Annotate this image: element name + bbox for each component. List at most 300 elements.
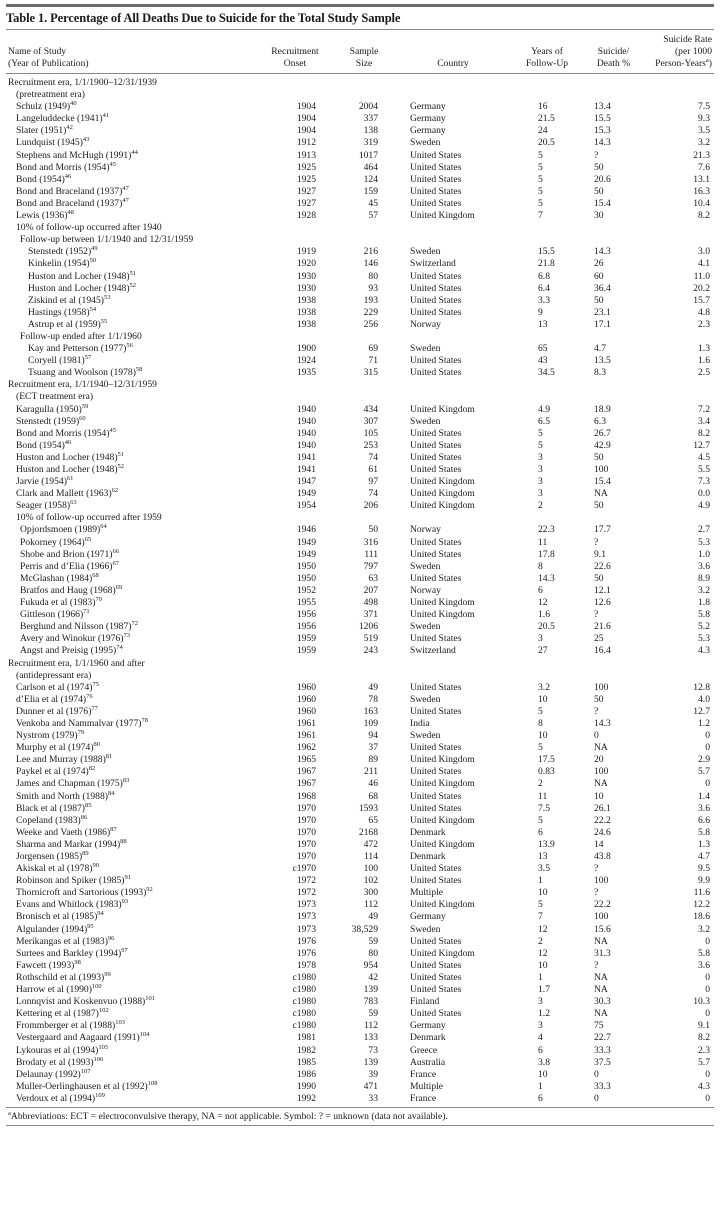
table-row — [6, 609, 714, 621]
group-label: (pretreatment era) — [16, 89, 85, 101]
sample-size-cell: 253 — [363, 439, 378, 451]
study-name-cell — [6, 113, 258, 125]
suicide-death-pct-cell: 21.6 — [594, 621, 611, 633]
suicide-death-pct-cell: 33.3 — [594, 1080, 611, 1092]
suicide-rate-cell: 12.7 — [693, 439, 710, 451]
recruitment-onset-cell: 1928 — [296, 210, 316, 222]
study-name: Gittleson (1966) — [20, 609, 84, 621]
table-group-header — [6, 512, 714, 524]
recruitment-onset-cell: 1992 — [296, 1092, 316, 1104]
suicide-rate-cell: 0 — [705, 935, 710, 947]
study-name-cell — [6, 210, 258, 222]
years-follow-up-cell: 43 — [538, 355, 548, 367]
study-name: Fukuda et al (1983) — [20, 597, 96, 609]
group-label: Follow-up ended after 1/1/1960 — [20, 330, 142, 342]
study-name: Merikangas et al (1983) — [16, 935, 108, 947]
study-name: Kinkelin (1954) — [28, 258, 90, 270]
table-group-header — [6, 234, 714, 246]
country-cell: United States — [410, 705, 462, 717]
study-name: James and Chapman (1975) — [16, 778, 123, 790]
suicide-rate-cell: 15.7 — [693, 294, 710, 306]
recruitment-onset-cell: 1967 — [296, 778, 316, 790]
study-name: Langeluddecke (1941) — [16, 113, 103, 125]
years-follow-up-cell: 11 — [538, 790, 548, 802]
table-row — [6, 911, 714, 923]
suicide-death-pct-cell: 0 — [594, 1068, 599, 1080]
suicide-death-pct-cell: 24.6 — [594, 826, 611, 838]
suicide-death-pct-cell: 15.5 — [594, 113, 611, 125]
sample-size-cell: 80 — [368, 947, 378, 959]
study-name: Bratfos and Haug (1968) — [20, 584, 116, 596]
suicide-rate-cell: 6.6 — [698, 814, 710, 826]
suicide-rate-cell: 2.7 — [698, 524, 710, 536]
study-name: Slater (1951) — [16, 125, 67, 137]
reference-number: 87 — [110, 825, 117, 833]
suicide-death-pct-cell: 14.3 — [594, 246, 611, 258]
years-follow-up-cell: 2 — [538, 500, 543, 512]
study-name-cell — [6, 428, 258, 440]
recruitment-onset-cell: 1970 — [296, 814, 316, 826]
table-row — [6, 561, 714, 573]
suicide-rate-cell: 7.3 — [698, 476, 710, 488]
years-follow-up-cell: 20.5 — [538, 621, 555, 633]
sample-size-cell: 472 — [363, 838, 378, 850]
years-follow-up-cell: 11 — [538, 536, 548, 548]
reference-number: 57 — [84, 354, 92, 362]
suicide-death-pct-cell: 8.3 — [594, 367, 606, 379]
table-row — [6, 137, 714, 149]
table-row — [6, 1069, 714, 1081]
footnote-marker: a — [8, 1109, 11, 1117]
years-follow-up-cell: 3.3 — [538, 294, 550, 306]
suicide-deaths-table — [6, 30, 714, 1105]
suicide-rate-cell: 0 — [705, 1008, 710, 1020]
years-follow-up-cell: 5 — [538, 899, 543, 911]
years-follow-up-cell: 3 — [538, 451, 543, 463]
table-group-header — [6, 658, 714, 670]
study-name: Lonnqvist and Koskenvuo (1988) — [16, 996, 146, 1008]
suicide-rate-cell: 9.3 — [698, 113, 710, 125]
study-name-cell — [6, 440, 258, 452]
years-follow-up-cell: 5 — [538, 427, 543, 439]
recruitment-onset-cell: 1904 — [296, 101, 316, 113]
recruitment-onset-cell: 1927 — [296, 185, 316, 197]
country-cell: Sweden — [410, 137, 441, 149]
years-follow-up-cell: 1 — [538, 1080, 543, 1092]
sample-size-cell: 49 — [368, 911, 378, 923]
years-follow-up-cell: 7 — [538, 911, 543, 923]
reference-number: 107 — [80, 1067, 91, 1075]
suicide-rate-cell: 2.5 — [698, 367, 710, 379]
table-row — [6, 500, 714, 512]
reference-number: 105 — [98, 1043, 109, 1051]
study-name-cell — [6, 1032, 258, 1044]
table-row — [6, 319, 714, 331]
reference-number: 92 — [146, 886, 153, 894]
country-cell: United States — [410, 161, 462, 173]
header-sample-size: Sample Size — [332, 30, 396, 74]
sample-size-cell: 80 — [368, 270, 378, 282]
suicide-death-pct-cell: 50 — [594, 500, 604, 512]
table-row — [6, 1057, 714, 1069]
recruitment-onset-cell: 1940 — [296, 427, 316, 439]
country-cell: Germany — [410, 125, 446, 137]
years-follow-up-cell: 9 — [538, 306, 543, 318]
study-name-cell — [6, 839, 258, 851]
sample-size-cell: 42 — [368, 971, 378, 983]
years-follow-up-cell: 5 — [538, 149, 543, 161]
study-name-cell — [6, 597, 258, 609]
country-cell: United States — [410, 185, 462, 197]
table-row — [6, 875, 714, 887]
reference-number: 64 — [100, 523, 107, 531]
years-follow-up-cell: 6 — [538, 1092, 543, 1104]
sample-size-cell: 100 — [363, 863, 378, 875]
suicide-death-pct-cell: ? — [594, 705, 599, 717]
recruitment-onset-cell: 1972 — [296, 875, 316, 887]
country-cell: United States — [410, 548, 462, 560]
sample-size-cell: 39 — [368, 1068, 378, 1080]
table-row — [6, 694, 714, 706]
study-name-cell — [6, 186, 258, 198]
suicide-rate-cell: 20.2 — [693, 282, 710, 294]
years-follow-up-cell: 1 — [538, 971, 543, 983]
sample-size-cell: 211 — [363, 766, 378, 778]
country-cell: United States — [410, 464, 462, 475]
years-follow-up-cell: 12 — [538, 923, 548, 935]
table-group-header — [6, 331, 714, 343]
table-title: Table 1. Percentage of All Deaths Due to Suicide for the Total Study Sample — [6, 10, 714, 30]
table-row — [6, 754, 714, 766]
reference-number: 68 — [92, 571, 99, 579]
table-row — [6, 984, 714, 996]
study-name-cell — [6, 791, 258, 803]
suicide-death-pct-cell: 22.7 — [594, 1032, 611, 1044]
study-name: Jorgensen (1985) — [16, 851, 83, 862]
recruitment-onset-cell: 1950 — [296, 572, 316, 584]
recruitment-onset-cell: 1960 — [296, 681, 316, 693]
sample-size-cell: 133 — [363, 1032, 378, 1044]
suicide-rate-cell: 3.2 — [698, 137, 710, 149]
study-name-cell — [6, 984, 258, 996]
suicide-death-pct-cell: 50 — [594, 451, 604, 463]
sample-size-cell: 89 — [368, 754, 378, 766]
table-row — [6, 682, 714, 694]
suicide-death-pct-cell: ? — [594, 887, 599, 899]
study-name-cell — [6, 887, 258, 899]
recruitment-onset-cell: 1955 — [296, 597, 316, 609]
suicide-death-pct-cell: 26.7 — [594, 427, 611, 439]
suicide-rate-cell: 0 — [705, 1068, 710, 1080]
recruitment-onset-cell: 1949 — [296, 488, 316, 500]
study-name: Clark and Mallett (1963) — [16, 488, 112, 500]
suicide-death-pct-cell: 25 — [594, 633, 604, 645]
study-name: Muller-Oerlinghausen et al (1992) — [16, 1080, 148, 1092]
suicide-rate-cell: 5.3 — [698, 633, 710, 645]
country-cell: Greece — [410, 1044, 438, 1056]
reference-number: 69 — [115, 583, 123, 591]
suicide-death-pct-cell: NA — [594, 984, 608, 996]
recruitment-onset-cell: 1930 — [296, 270, 316, 282]
years-follow-up-cell: 10 — [538, 693, 548, 705]
recruitment-onset-cell: 1927 — [296, 197, 316, 209]
country-cell: United States — [410, 306, 462, 318]
sample-size-cell: 68 — [368, 790, 378, 802]
table-row — [6, 585, 714, 597]
study-name-cell — [6, 1008, 258, 1020]
table-row — [6, 428, 714, 440]
group-label: Follow-up between 1/1/1940 and 12/31/1959 — [20, 234, 194, 246]
study-name: Venkoba and Nammalvar (1977) — [16, 717, 142, 729]
header-recruitment-onset: Recruitment Onset — [258, 30, 332, 74]
years-follow-up-cell: 3.5 — [538, 863, 550, 875]
suicide-death-pct-cell: 14.3 — [594, 717, 611, 729]
study-name: Huston and Locher (1948) — [28, 270, 130, 282]
reference-number: 49 — [91, 245, 98, 253]
suicide-rate-cell: 4.0 — [698, 693, 710, 705]
suicide-death-pct-cell: 100 — [594, 875, 609, 887]
country-cell: United Kingdom — [410, 476, 475, 488]
recruitment-onset-cell: c1980 — [292, 996, 316, 1008]
recruitment-onset-cell: 1938 — [296, 318, 316, 330]
recruitment-onset-cell: 1959 — [296, 645, 316, 657]
study-name: Nystrom (1979) — [16, 730, 78, 742]
reference-number: 108 — [147, 1079, 158, 1087]
country-cell: United States — [410, 959, 462, 971]
reference-number: 106 — [93, 1055, 104, 1063]
country-cell: Sweden — [410, 343, 441, 355]
study-name-cell — [6, 404, 258, 416]
recruitment-onset-cell: 1950 — [296, 560, 316, 572]
reference-number: 84 — [107, 789, 115, 797]
suicide-death-pct-cell: 17.7 — [594, 524, 611, 536]
suicide-rate-cell: 4.8 — [698, 306, 710, 318]
study-name-cell — [6, 355, 258, 367]
reference-number: 47 — [122, 196, 129, 204]
table-row — [6, 899, 714, 911]
table-row — [6, 355, 714, 367]
study-name: Bond and Braceland (1937) — [16, 197, 123, 209]
suicide-death-pct-cell: 26 — [594, 258, 604, 270]
years-follow-up-cell: 21.5 — [538, 113, 555, 125]
years-follow-up-cell: 3 — [538, 1020, 543, 1032]
country-cell: Australia — [410, 1056, 446, 1068]
reference-number: 40 — [70, 100, 77, 108]
table-row — [6, 633, 714, 645]
study-name-cell — [6, 343, 258, 355]
suicide-death-pct-cell: 15.4 — [594, 197, 611, 209]
years-follow-up-cell: 2 — [538, 778, 543, 790]
suicide-rate-cell: 4.7 — [698, 851, 710, 862]
sample-size-cell: 139 — [363, 984, 378, 996]
recruitment-onset-cell: 1919 — [296, 246, 316, 258]
reference-number: 78 — [141, 716, 148, 724]
group-label: 10% of follow-up occurred after 1940 — [16, 222, 162, 234]
study-name-cell — [6, 851, 258, 863]
recruitment-onset-cell: 1904 — [296, 113, 316, 125]
recruitment-onset-cell: c1980 — [292, 1020, 316, 1032]
study-name-cell — [6, 778, 258, 790]
table-row — [6, 452, 714, 464]
suicide-rate-cell: 4.5 — [698, 451, 710, 463]
years-follow-up-cell: 10 — [538, 887, 548, 899]
study-name: Stenstedt (1959) — [16, 415, 80, 427]
study-name-cell — [6, 464, 258, 476]
country-cell: Germany — [410, 911, 446, 923]
years-follow-up-cell: 17.5 — [538, 754, 555, 766]
sample-size-cell: 207 — [363, 584, 378, 596]
study-name: Akiskal et al (1978) — [16, 863, 93, 875]
reference-number: 46 — [64, 438, 72, 446]
header-suicide-death-pct: Suicide/ Death % — [584, 30, 643, 74]
sample-size-cell: 434 — [363, 403, 378, 415]
country-cell: United States — [410, 875, 462, 887]
reference-number: 79 — [77, 729, 85, 737]
sample-size-cell: 124 — [363, 173, 378, 185]
reference-number: 45 — [109, 160, 117, 168]
table-row — [6, 283, 714, 295]
sample-size-cell: 33 — [368, 1092, 378, 1104]
reference-number: 70 — [95, 596, 102, 604]
reference-number: 95 — [87, 922, 94, 930]
reference-number: 75 — [92, 680, 99, 688]
country-cell: United States — [410, 451, 462, 463]
suicide-rate-cell: 8.9 — [698, 572, 710, 584]
years-follow-up-cell: 13 — [538, 318, 548, 330]
group-label: (antidepressant era) — [16, 669, 92, 681]
study-name-cell — [6, 283, 258, 295]
study-name: Kettering et al (1987) — [16, 1008, 99, 1020]
sample-size-cell: 256 — [363, 318, 378, 330]
suicide-rate-cell: 11.0 — [693, 270, 710, 282]
recruitment-onset-cell: 1978 — [296, 959, 316, 971]
suicide-rate-cell: 1.6 — [698, 355, 710, 367]
suicide-rate-cell: 5.3 — [698, 536, 710, 548]
sample-size-cell: 319 — [363, 137, 378, 149]
recruitment-onset-cell: c1980 — [292, 984, 316, 996]
sample-size-cell: 65 — [368, 814, 378, 826]
sample-size-cell: 50 — [368, 524, 378, 536]
years-follow-up-cell: 13 — [538, 851, 548, 862]
study-name-cell — [6, 936, 258, 948]
recruitment-onset-cell: 1913 — [296, 149, 316, 161]
sample-size-cell: 112 — [363, 899, 378, 911]
suicide-death-pct-cell: 100 — [594, 766, 609, 778]
sample-size-cell: 59 — [368, 935, 378, 947]
country-cell: Denmark — [410, 826, 446, 838]
country-cell: Norway — [410, 318, 441, 330]
sample-size-cell: 146 — [363, 258, 378, 270]
years-follow-up-cell: 2 — [538, 935, 543, 947]
table-row — [6, 1020, 714, 1032]
reference-number: 77 — [91, 704, 98, 712]
table-row — [6, 174, 714, 186]
sample-size-cell: 519 — [363, 633, 378, 645]
study-name-cell — [6, 766, 258, 778]
country-cell: United States — [410, 935, 462, 947]
study-name: Coryell (1981) — [28, 355, 85, 367]
suicide-death-pct-cell: 50 — [594, 185, 604, 197]
study-name-cell — [6, 863, 258, 875]
country-cell: Denmark — [410, 1032, 446, 1044]
recruitment-onset-cell: 1925 — [296, 173, 316, 185]
country-cell: Sweden — [410, 730, 441, 742]
suicide-rate-cell: 18.6 — [693, 911, 710, 923]
suicide-rate-cell: 3.5 — [698, 125, 710, 137]
study-name: Huston and Locher (1948) — [28, 282, 130, 294]
sample-size-cell: 45 — [368, 197, 378, 209]
recruitment-onset-cell: 1981 — [296, 1032, 316, 1044]
table-row — [6, 827, 714, 839]
country-cell: United Kingdom — [410, 838, 475, 850]
suicide-death-pct-cell: ? — [594, 536, 599, 548]
study-name-cell — [6, 911, 258, 923]
table-row — [6, 621, 714, 633]
sample-size-cell: 71 — [368, 355, 378, 367]
study-name-cell — [6, 174, 258, 186]
years-follow-up-cell: 65 — [538, 343, 548, 355]
country-cell: Germany — [410, 113, 446, 125]
suicide-rate-cell: 21.3 — [693, 149, 710, 161]
table-group-header — [6, 379, 714, 391]
table-group-header — [6, 74, 714, 90]
suicide-rate-cell: 0 — [705, 742, 710, 754]
table-row — [6, 996, 714, 1008]
years-follow-up-cell: 15.5 — [538, 246, 555, 258]
sample-size-cell: 783 — [363, 996, 378, 1008]
sample-size-cell: 498 — [363, 597, 378, 609]
suicide-death-pct-cell: 14 — [594, 838, 604, 850]
study-name-cell — [6, 573, 258, 585]
sample-size-cell: 94 — [368, 730, 378, 742]
suicide-death-pct-cell: 14.3 — [594, 137, 611, 149]
sample-size-cell: 38,529 — [351, 923, 378, 935]
suicide-death-pct-cell: 15.3 — [594, 125, 611, 137]
table-row — [6, 1032, 714, 1044]
table-row — [6, 113, 714, 125]
study-name: Astrup et al (1959) — [28, 318, 101, 330]
suicide-rate-cell: 10.4 — [693, 197, 710, 209]
recruitment-onset-cell: 1967 — [296, 766, 316, 778]
recruitment-onset-cell: 1941 — [296, 451, 316, 463]
sample-size-cell: 112 — [363, 1020, 378, 1032]
country-cell: United Kingdom — [410, 899, 475, 911]
study-name: Harrow et al (1990) — [16, 984, 92, 996]
reference-number: 82 — [88, 765, 96, 773]
table-row — [6, 162, 714, 174]
country-cell: United Kingdom — [410, 754, 475, 766]
suicide-rate-cell: 9.1 — [698, 1020, 710, 1032]
recruitment-onset-cell: 1970 — [296, 838, 316, 850]
country-cell: United States — [410, 173, 462, 185]
years-follow-up-cell: 6.8 — [538, 270, 550, 282]
recruitment-onset-cell: 1973 — [296, 911, 316, 923]
suicide-rate-cell: 5.8 — [698, 826, 710, 838]
study-name: Pokorney (1964) — [20, 536, 85, 548]
study-name: Lewis (1936) — [16, 210, 68, 222]
reference-number: 53 — [103, 293, 111, 301]
suicide-death-pct-cell: 43.8 — [594, 851, 611, 862]
table-row — [6, 271, 714, 283]
study-name: Kay and Petterson (1977) — [28, 343, 127, 355]
table-row — [6, 718, 714, 730]
table-row — [6, 246, 714, 258]
study-name-cell — [6, 924, 258, 936]
table-row — [6, 295, 714, 307]
years-follow-up-cell: 5 — [538, 161, 543, 173]
recruitment-onset-cell: 1925 — [296, 161, 316, 173]
study-name-cell — [6, 585, 258, 597]
